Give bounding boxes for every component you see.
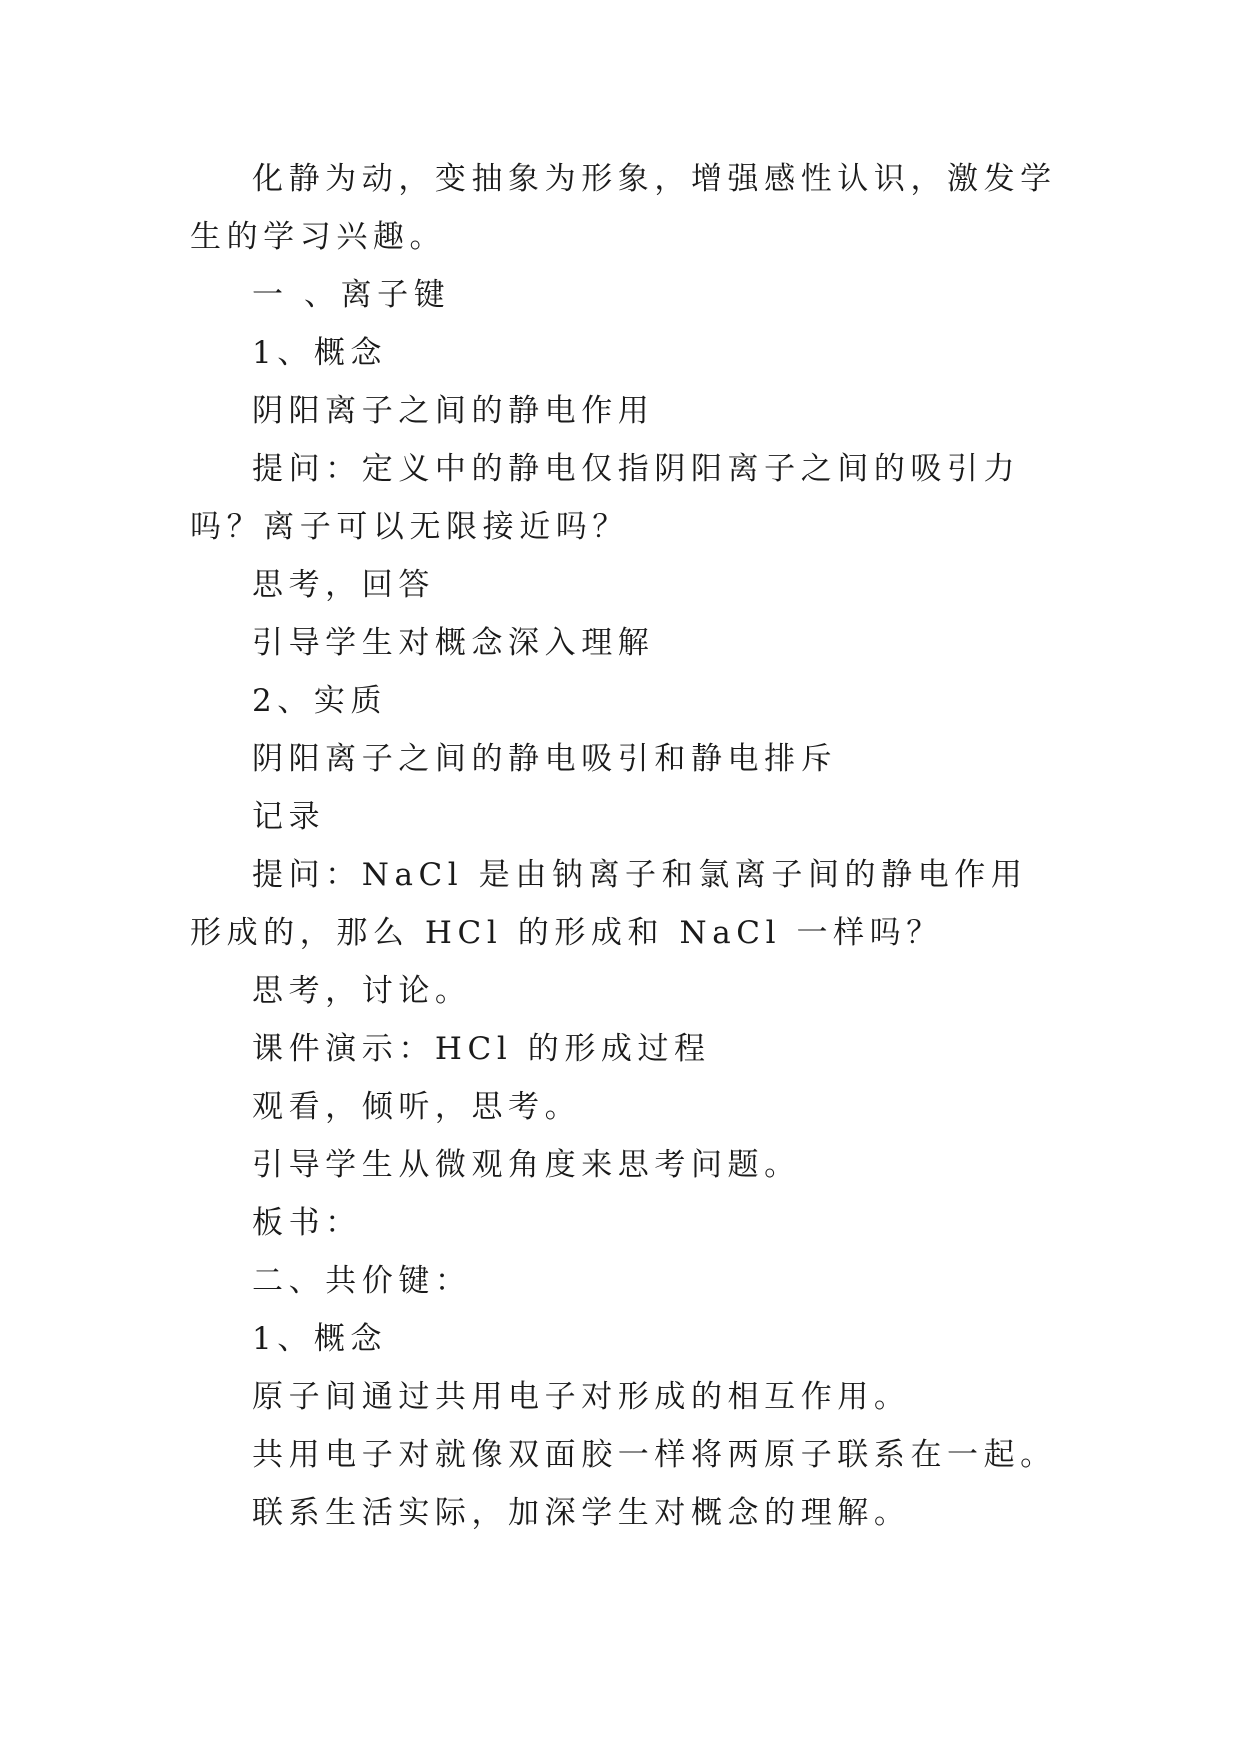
paragraph: 提问：NaCl 是由钠离子和氯离子间的静电作用形成的，那么 HCl 的形成和 NaCl 一样吗？ [190,857,1028,951]
paragraph: 阴阳离子之间的静电作用 [252,393,655,429]
paragraph: 引导学生对概念深入理解 [252,625,655,661]
paragraph: 板书： [252,1205,362,1241]
paragraph: 引导学生从微观角度来思考问题。 [252,1147,801,1183]
paragraph: 思考，讨论。 [252,973,472,1009]
paragraph: 原子间通过共用电子对形成的相互作用。 [252,1379,911,1415]
paragraph: 阴阳离子之间的静电吸引和静电排斥 [252,741,838,777]
section-heading-covalent-bond: 二、共价键： [252,1263,472,1299]
subsection-heading: 1、概念 [252,335,388,371]
paragraph: 提问：定义中的静电仅指阴阳离子之间的吸引力吗？离子可以无限接近吗？ [190,451,1021,545]
paragraph: 化静为动，变抽象为形象，增强感性认识，激发学生的学习兴趣。 [190,161,1057,255]
paragraph: 观看，倾听，思考。 [252,1089,582,1125]
paragraph: 共用电子对就像双面胶一样将两原子联系在一起。 [252,1437,1057,1473]
paragraph: 思考，回答 [252,567,435,603]
paragraph: 联系生活实际，加深学生对概念的理解。 [252,1495,911,1531]
subsection-heading: 2、实质 [252,683,388,719]
paragraph: 课件演示：HCl 的形成过程 [252,1031,711,1067]
section-heading-ionic-bond: 一 、离子键 [252,277,451,313]
document-body [190,150,1060,1542]
subsection-heading: 1、概念 [252,1321,388,1357]
paragraph: 记录 [252,799,326,835]
